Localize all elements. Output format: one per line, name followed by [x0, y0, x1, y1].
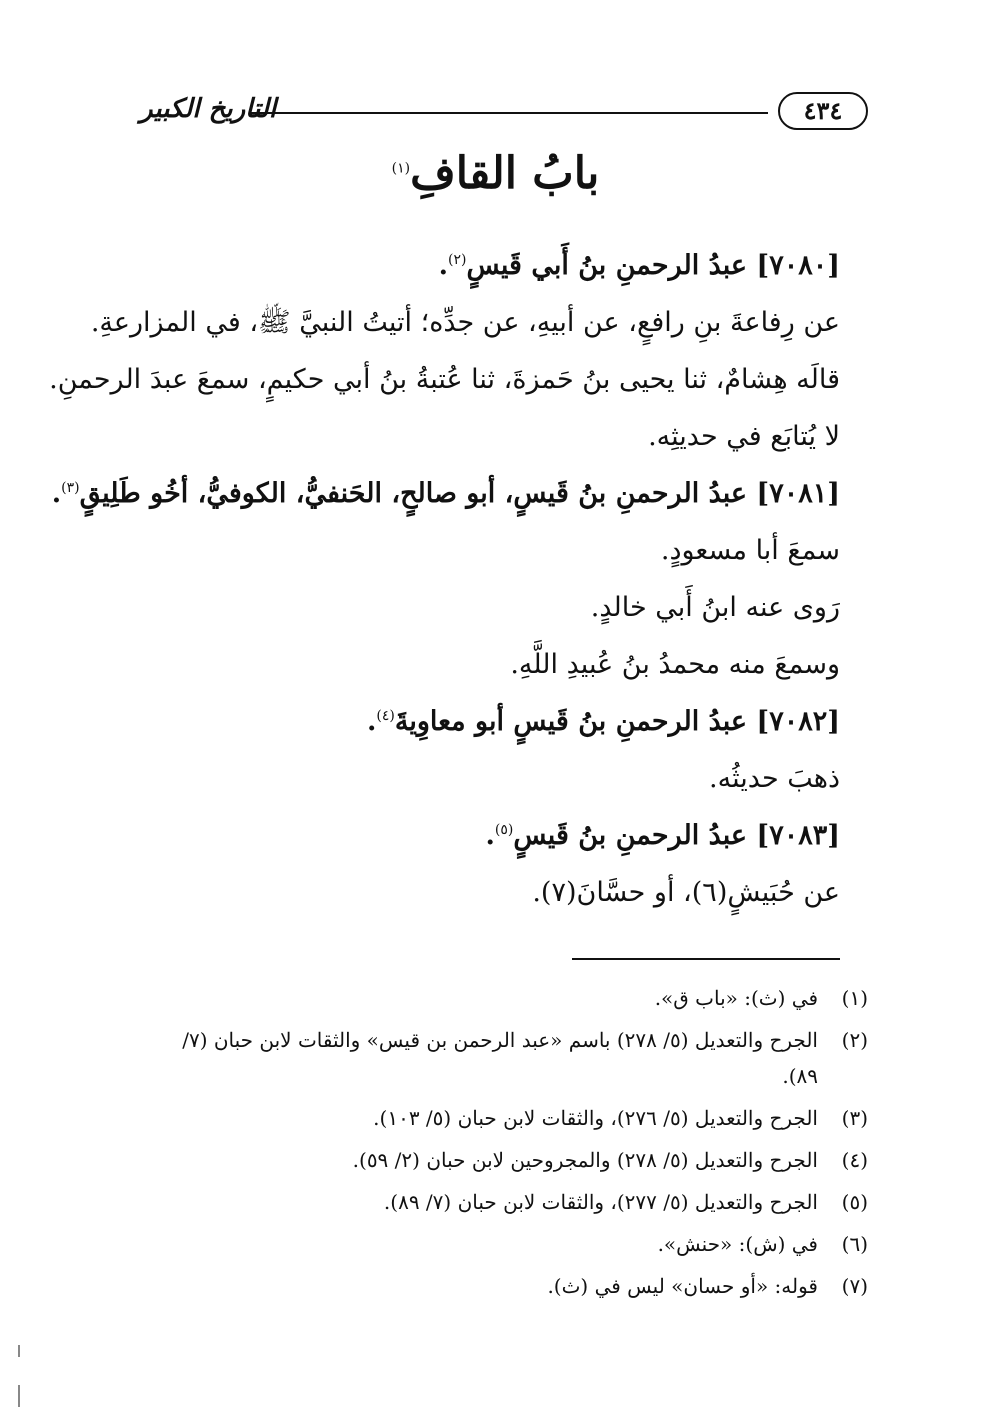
footnote-text: قوله: «أو حسان» ليس في (ث).	[547, 1274, 818, 1298]
page-number: ٤٣٤	[778, 92, 868, 130]
text-line	[150, 403, 840, 460]
line-text: عن رِفاعةَ بنِ رافعٍ، عن أبيهِ، عن جدِّه؛ أتيتُ النبيَّ ﷺ، في المزارعةِ.	[90, 307, 840, 338]
footnote	[150, 1100, 868, 1136]
footnote-text: الجرح والتعديل (٥/ ٢٧٦)، والثقات لابن حبان (٥/ ١٠٣).	[373, 1106, 818, 1130]
line-text: ذهبَ حديثُه.	[709, 763, 840, 794]
line-text: [٧٠٨٢] عبدُ الرحمنِ بنُ قَيسٍ أبو معاوِيةَ	[394, 706, 840, 737]
footnote	[150, 980, 868, 1016]
line-text: رَوى عنه ابنُ أَبي خالدٍ.	[590, 592, 840, 623]
text-line	[150, 859, 840, 916]
footnote	[150, 1142, 868, 1178]
footnote-ref: (١)	[391, 160, 411, 177]
running-title: التاريخ الكبير	[140, 94, 277, 124]
line-text: [٧٠٨٠] عبدُ الرحمنِ بنُ أَبي قَيسٍ	[466, 250, 840, 281]
footnote-number: (٢)	[841, 1028, 868, 1052]
text-line	[150, 517, 840, 574]
text-line	[90, 289, 840, 346]
footnote-number: (٧)	[841, 1274, 868, 1298]
footnote	[150, 1268, 868, 1304]
footnote-number: (٣)	[841, 1106, 868, 1130]
text-line	[150, 574, 840, 631]
text-line	[150, 802, 840, 859]
text-line	[150, 688, 840, 745]
line-tail: .	[366, 706, 377, 737]
footnote-ref: (٢)	[447, 252, 467, 268]
footnote	[150, 1022, 868, 1094]
text-line	[150, 232, 840, 289]
line-tail: .	[51, 478, 62, 509]
line-text: سمعَ أبا مسعودٍ.	[660, 535, 840, 566]
header-rule	[250, 112, 768, 114]
footnote-text: في (ش): «حنش».	[657, 1232, 818, 1256]
line-text: لا يُتابَع في حديثِه.	[648, 421, 840, 452]
line-text: [٧٠٨١] عبدُ الرحمنِ بنُ قَيسٍ، أبو صالحٍ، الحَنفيُّ، الكوفيُّ، أخُو طَلِيقٍ	[79, 478, 840, 509]
scan-mark	[18, 1345, 20, 1357]
footnote-number: (٦)	[841, 1232, 868, 1256]
page-header	[140, 92, 868, 136]
footnote	[150, 1184, 868, 1220]
scan-mark	[18, 1385, 20, 1407]
footnote-ref: (٣)	[61, 480, 80, 496]
footnotes	[150, 980, 868, 1310]
chapter-title-text: بابُ القافِ	[410, 148, 600, 199]
footnote-text: الجرح والتعديل (٥/ ٢٧٨) والمجروحين لابن حبان (٢/ ٥٩).	[352, 1148, 818, 1172]
line-text: عن حُبَيشٍ(٦)، أو حسَّانَ(٧).	[532, 877, 840, 908]
line-tail: .	[438, 250, 448, 281]
line-tail: .	[485, 820, 495, 851]
footnote	[150, 1226, 868, 1262]
text-line	[49, 346, 840, 403]
footnote-number: (٥)	[841, 1190, 868, 1214]
footnote-text: في (ث): «باب ق».	[654, 986, 818, 1010]
text-line	[150, 745, 840, 802]
footnote-separator	[572, 958, 840, 960]
line-text: وسمعَ منه محمدُ بنُ عُبيدِ اللَّهِ.	[510, 649, 840, 680]
footnote-number: (٤)	[841, 1148, 868, 1172]
footnote-ref: (٤)	[376, 708, 395, 724]
chapter-title	[0, 148, 991, 199]
footnote-ref: (٥)	[494, 822, 514, 838]
line-text: [٧٠٨٣] عبدُ الرحمنِ بنُ قَيسٍ	[513, 820, 840, 851]
body-text	[49, 232, 840, 916]
text-line	[51, 460, 840, 517]
text-line	[150, 631, 840, 688]
footnote-text: الجرح والتعديل (٥/ ٢٧٨) باسم «عبد الرحمن بن قيس» والثقات لابن حبان (٧/ ٨٩).	[182, 1028, 818, 1088]
footnote-number: (١)	[841, 986, 868, 1010]
line-text: قالَه هِشامٌ، ثنا يحيى بنُ حَمزةَ، ثنا عُتبةُ بنُ أبي حكيمٍ، سمعَ عبدَ الرحمنِ.	[49, 364, 840, 395]
footnote-text: الجرح والتعديل (٥/ ٢٧٧)، والثقات لابن حبان (٧/ ٨٩).	[383, 1190, 818, 1214]
